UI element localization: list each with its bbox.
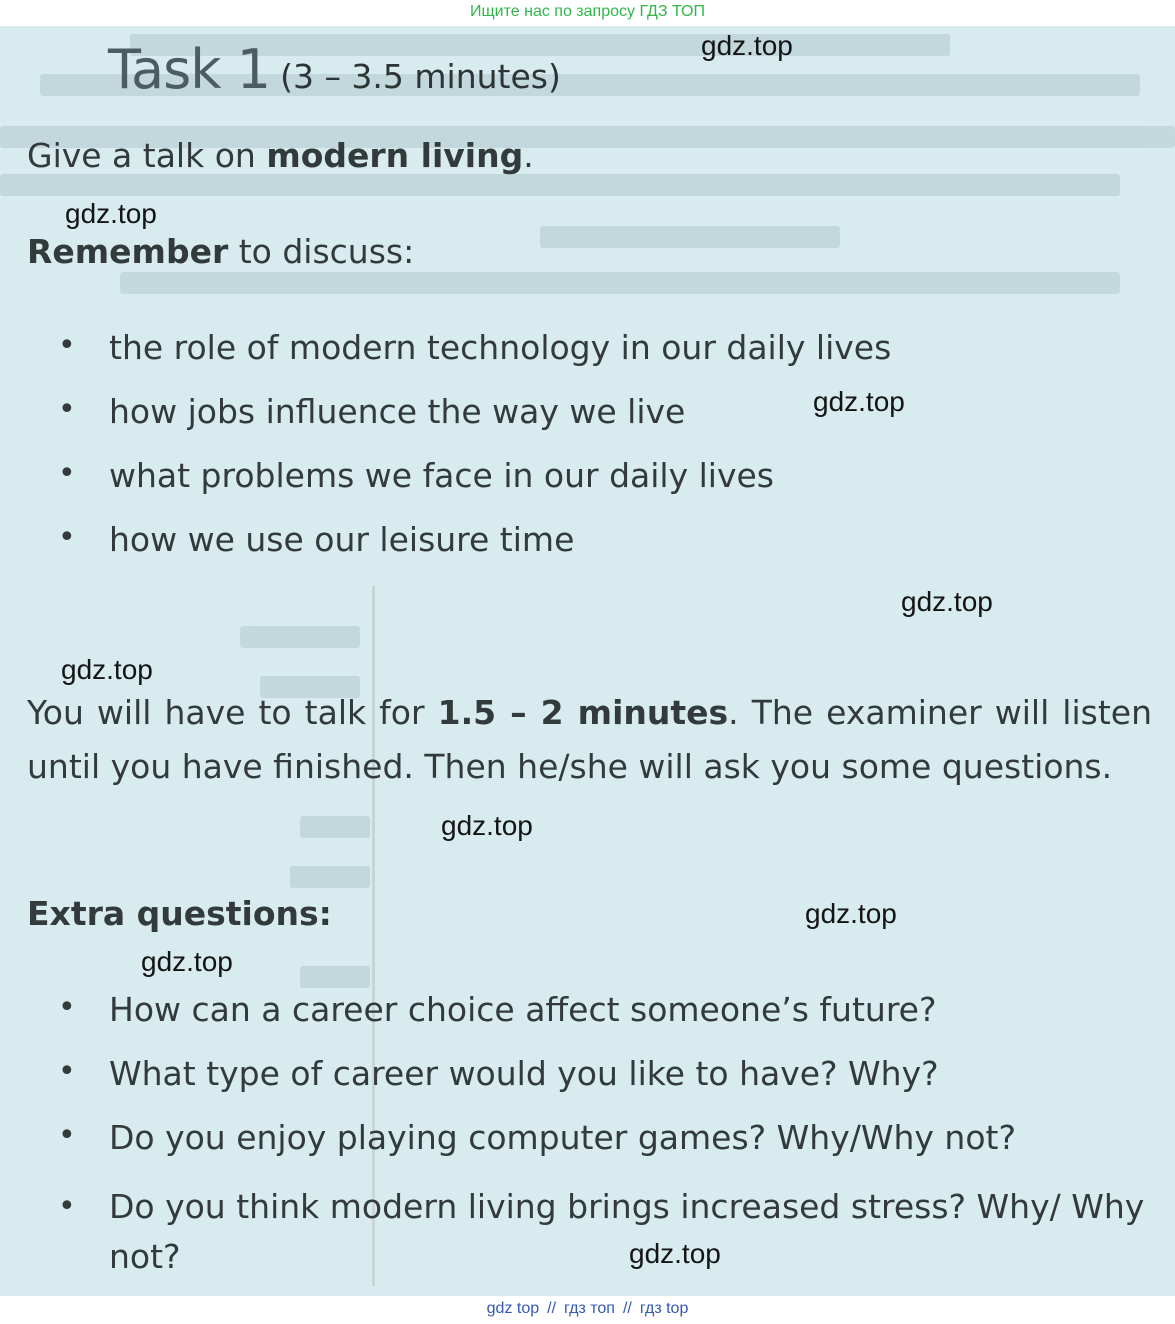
footer: [0, 1296, 1175, 1324]
intro-prefix: Give a talk on: [27, 136, 267, 175]
list-item-text: the role of modern technology in our daily lives: [109, 328, 892, 367]
remember-heading: [27, 232, 414, 271]
list-item-text: how jobs influence the way we live: [109, 392, 686, 431]
bullet-icon: •: [58, 1054, 76, 1089]
list-item: [56, 1118, 1149, 1182]
footer-separator: //: [622, 1300, 632, 1317]
list-item: [56, 990, 1149, 1054]
textbook-page: [0, 26, 1175, 1296]
bullet-icon: •: [58, 990, 76, 1025]
instructions-paragraph: [27, 686, 1152, 794]
watermark: gdz.top: [141, 946, 233, 977]
bullet-icon: •: [58, 456, 76, 491]
list-item-text: how we use our leisure time: [109, 520, 575, 559]
list-item: [56, 456, 891, 520]
intro-topic: modern living: [266, 136, 524, 175]
intro-sentence: [27, 136, 534, 175]
discuss-list: [56, 328, 891, 584]
list-item: [56, 1182, 1149, 1282]
watermark: gdz.top: [701, 30, 793, 61]
footer-link[interactable]: гдз top: [639, 1300, 689, 1317]
bullet-icon: •: [58, 392, 76, 427]
instructions-prefix: You will have to talk for: [27, 693, 438, 732]
intro-suffix: .: [523, 136, 534, 175]
extra-questions-heading: Extra questions:: [27, 894, 332, 933]
list-item-text: Do you enjoy playing computer games? Why/Why not?: [109, 1118, 1016, 1157]
footer-link[interactable]: gdz top: [486, 1300, 540, 1317]
watermark: gdz.top: [441, 810, 533, 841]
instructions-suffix: . The examiner will listen until you have finished. Then he/she will ask you some questions.: [27, 693, 1152, 786]
list-item-text: Do you think modern living brings increased stress? Why/ Why not?: [109, 1187, 1145, 1276]
bullet-icon: •: [58, 1118, 76, 1153]
task-heading: [108, 38, 561, 101]
list-item: [56, 520, 891, 584]
list-item-text: What type of career would you like to have? Why?: [109, 1054, 939, 1093]
footer-separator: //: [547, 1300, 557, 1317]
footer-link[interactable]: гдз топ: [564, 1300, 615, 1317]
watermark: gdz.top: [65, 198, 157, 229]
top-banner: [0, 0, 1175, 26]
watermark: gdz.top: [813, 386, 905, 417]
task-title: Task 1: [108, 38, 271, 101]
list-item-text: How can a career choice affect someone’s future?: [109, 990, 937, 1029]
extra-questions-list: [56, 990, 1149, 1282]
list-item-text: what problems we face in our daily lives: [109, 456, 774, 495]
list-item: [56, 392, 891, 456]
remember-bold: Remember: [27, 232, 229, 271]
task-content: [0, 26, 1175, 1296]
list-item: [56, 328, 891, 392]
watermark: gdz.top: [901, 586, 993, 617]
bullet-icon: •: [58, 1189, 76, 1224]
instructions-duration: 1.5 – 2 minutes: [437, 693, 729, 732]
bullet-icon: •: [58, 520, 76, 555]
task-duration: (3 – 3.5 minutes): [280, 57, 561, 96]
watermark: gdz.top: [629, 1238, 721, 1269]
list-item: [56, 1054, 1149, 1118]
bullet-icon: •: [58, 328, 76, 363]
watermark: gdz.top: [61, 654, 153, 685]
banner-text: Ищите нас по запросу ГДЗ ТОП: [470, 3, 705, 20]
remember-rest: to discuss:: [228, 232, 415, 271]
watermark: gdz.top: [805, 898, 897, 929]
